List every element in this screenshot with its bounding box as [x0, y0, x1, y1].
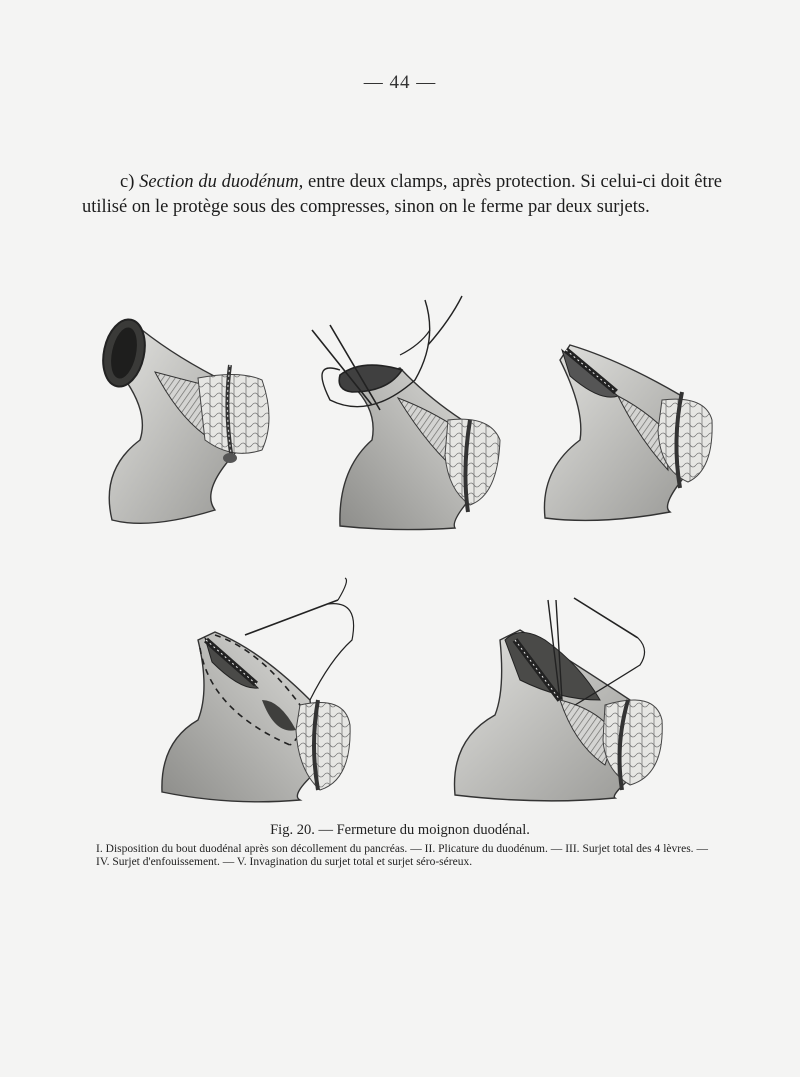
- figure-i-duodenal-end: [97, 316, 269, 524]
- figure-ii-duodenum-plication: [312, 296, 500, 530]
- figure-caption-title: Fig. 20. — Fermeture du moignon duodénal.: [270, 822, 530, 838]
- body-paragraph: [82, 170, 722, 220]
- figure-v-invagination: [455, 598, 663, 801]
- figure-caption-legend: I. Disposition du bout duodénal après son décollement du pancréas. — II. Plicature du duodénum. — III. Surjet total des 4 lèvres. — IV. Surjet d'enfouissement. — V. Invagination du surjet total et surjet séro-séreux.: [96, 843, 708, 868]
- figure-iv-burying-suture: [162, 578, 354, 802]
- paragraph-text: entre deux clamps, après protection. Si celui-ci doit être utilisé on le protège sous des compresses, sinon on le ferme par deux surjets.: [82, 172, 722, 217]
- paragraph-label: c): [120, 172, 140, 192]
- figure-iii-total-suture-four-lips: [544, 345, 712, 520]
- paragraph-italic-heading: Section du duodénum,: [139, 172, 304, 192]
- page-number: — 44 —: [363, 72, 437, 93]
